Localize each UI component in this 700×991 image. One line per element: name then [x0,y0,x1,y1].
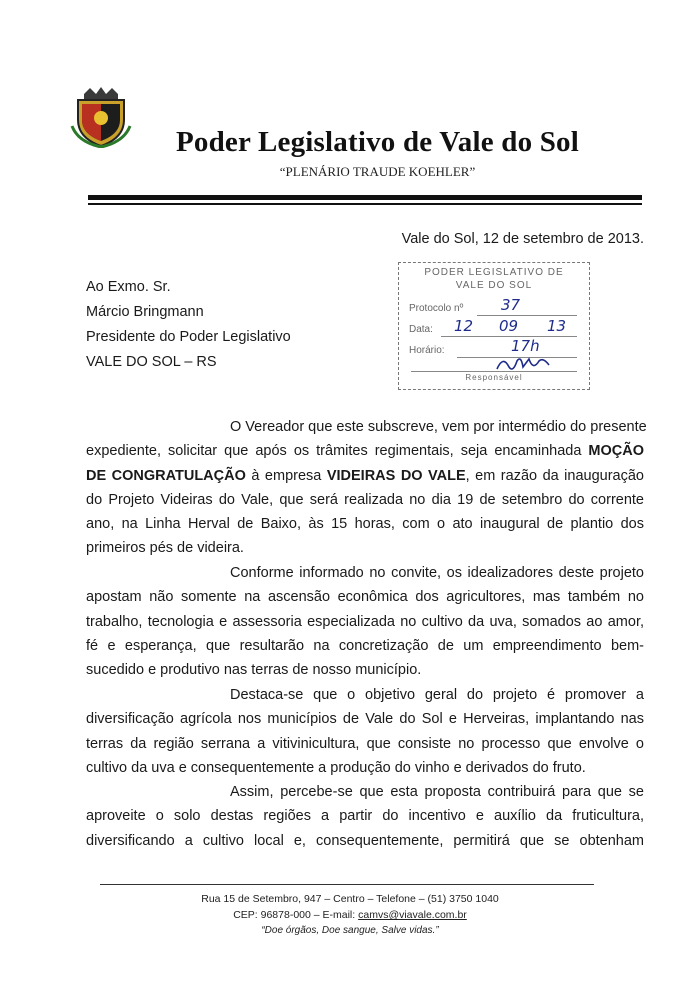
footer-address: Rua 15 de Setembro, 947 – Centro – Telefone – (51) 3750 1040 [201,893,499,905]
stamp-line [411,371,577,372]
text-line: primeiros pés de videira. [86,540,244,557]
page-subtitle: “PLENÁRIO TRAUDE KOEHLER” [279,164,476,179]
protocol-stamp [398,262,590,390]
paragraph-2 [86,561,644,682]
page-title: Poder Legislativo de Vale do Sol [175,126,580,158]
footer-contact [0,909,700,921]
text-line: , em razão da inauguração [465,467,644,484]
text-line [86,464,644,488]
stamp-date-label: Data: [409,324,433,335]
addressee-city: VALE DO SOL – RS [86,354,217,370]
company-name: VIDEIRAS DO VALE [326,467,466,484]
text-line [86,439,644,463]
text-line: do Projeto Videiras do Vale, que será realizada no dia 19 de setembro do corrente [86,491,644,508]
stamp-responsible-label: Responsável [465,373,523,382]
addressee-salutation: Ao Exmo. Sr. [86,279,171,295]
header-rule [88,195,642,200]
paragraph-1 [86,415,647,561]
text-line: Destaca-se que o objetivo geral do projeto é promover a [230,687,644,703]
stamp-date-day: 12 [454,317,474,335]
text-line: à empresa [245,467,327,484]
text-line: diversificando a cultivo local e, consequentemente, permitirá que se obtenham [86,832,644,849]
stamp-date-year: 13 [547,317,567,335]
stamp-header: PODER LEGISLATIVO DE [424,267,564,278]
footer-email-link[interactable]: camvs@viavale.com.br [358,909,467,921]
footer-rule [100,884,594,885]
text-line: sucedido e produtivo nas terras de nosso município. [86,662,422,679]
stamp-header-2: VALE DO SOL [455,280,533,291]
stamp-protocol-label: Protocolo nº [409,303,464,314]
stamp-protocol-value: 37 [501,296,521,314]
text-line: diversificação agrícola nos municípios de Vale do Sol e Herveiras, implantando nas [86,711,644,728]
text-line: fé e esperança, que resultarão na concretização de um empreendimento bem- [86,637,644,654]
motion-type: MOÇÃO [588,443,644,460]
stamp-line [477,315,577,316]
stamp-line [441,336,577,337]
stamp-date-month: 09 [499,317,519,335]
stamp-time-value: 17h [511,337,540,355]
footer-cep: CEP: 96878-000 – E-mail: [233,909,359,921]
text-line: cultivo da uva e consequentemente a produção do vinho e derivados do fruto. [86,759,586,776]
motion-type-cont: DE CONGRATULAÇÃO [86,467,246,484]
text-line: O Vereador que este subscreve, vem por intermédio do presente [230,419,647,435]
stamp-time-label: Horário: [409,345,445,356]
text-line: Assim, percebe-se que esta proposta contribuirá para que se [230,784,644,800]
text-line: trabalho, tecnologia e assessoria especializada no cultivo da uva, somados ao amor, [86,613,644,630]
paragraph-4 [86,780,644,853]
paragraph-3 [86,683,644,780]
addressee-title: Presidente do Poder Legislativo [86,329,291,345]
footer-slogan: “Doe órgãos, Doe sangue, Salve vidas.” [261,925,439,936]
addressee-name: Márcio Bringmann [86,304,204,320]
text-line: ano, na Linha Herval de Baixo, às 15 horas, com o ato inaugural de plantio dos [86,516,644,533]
text-line: aproveite o solo destas regiões a partir do incentivo e auxílio da fruticultura, [86,808,644,825]
text-line: expediente, solicitar que após os trâmites regimentais, seja encaminhada [86,443,589,460]
text-line: terras da região serrana a vitivinicultura, que consiste no processo que envolve o [86,735,644,752]
text-line: apostam não somente na ascensão econômica dos agricultores, mas também no [86,589,644,606]
header-rule-thin [88,203,642,205]
date-line: Vale do Sol, 12 de setembro de 2013. [401,231,644,247]
text-line: Conforme informado no convite, os idealizadores deste projeto [230,565,644,581]
